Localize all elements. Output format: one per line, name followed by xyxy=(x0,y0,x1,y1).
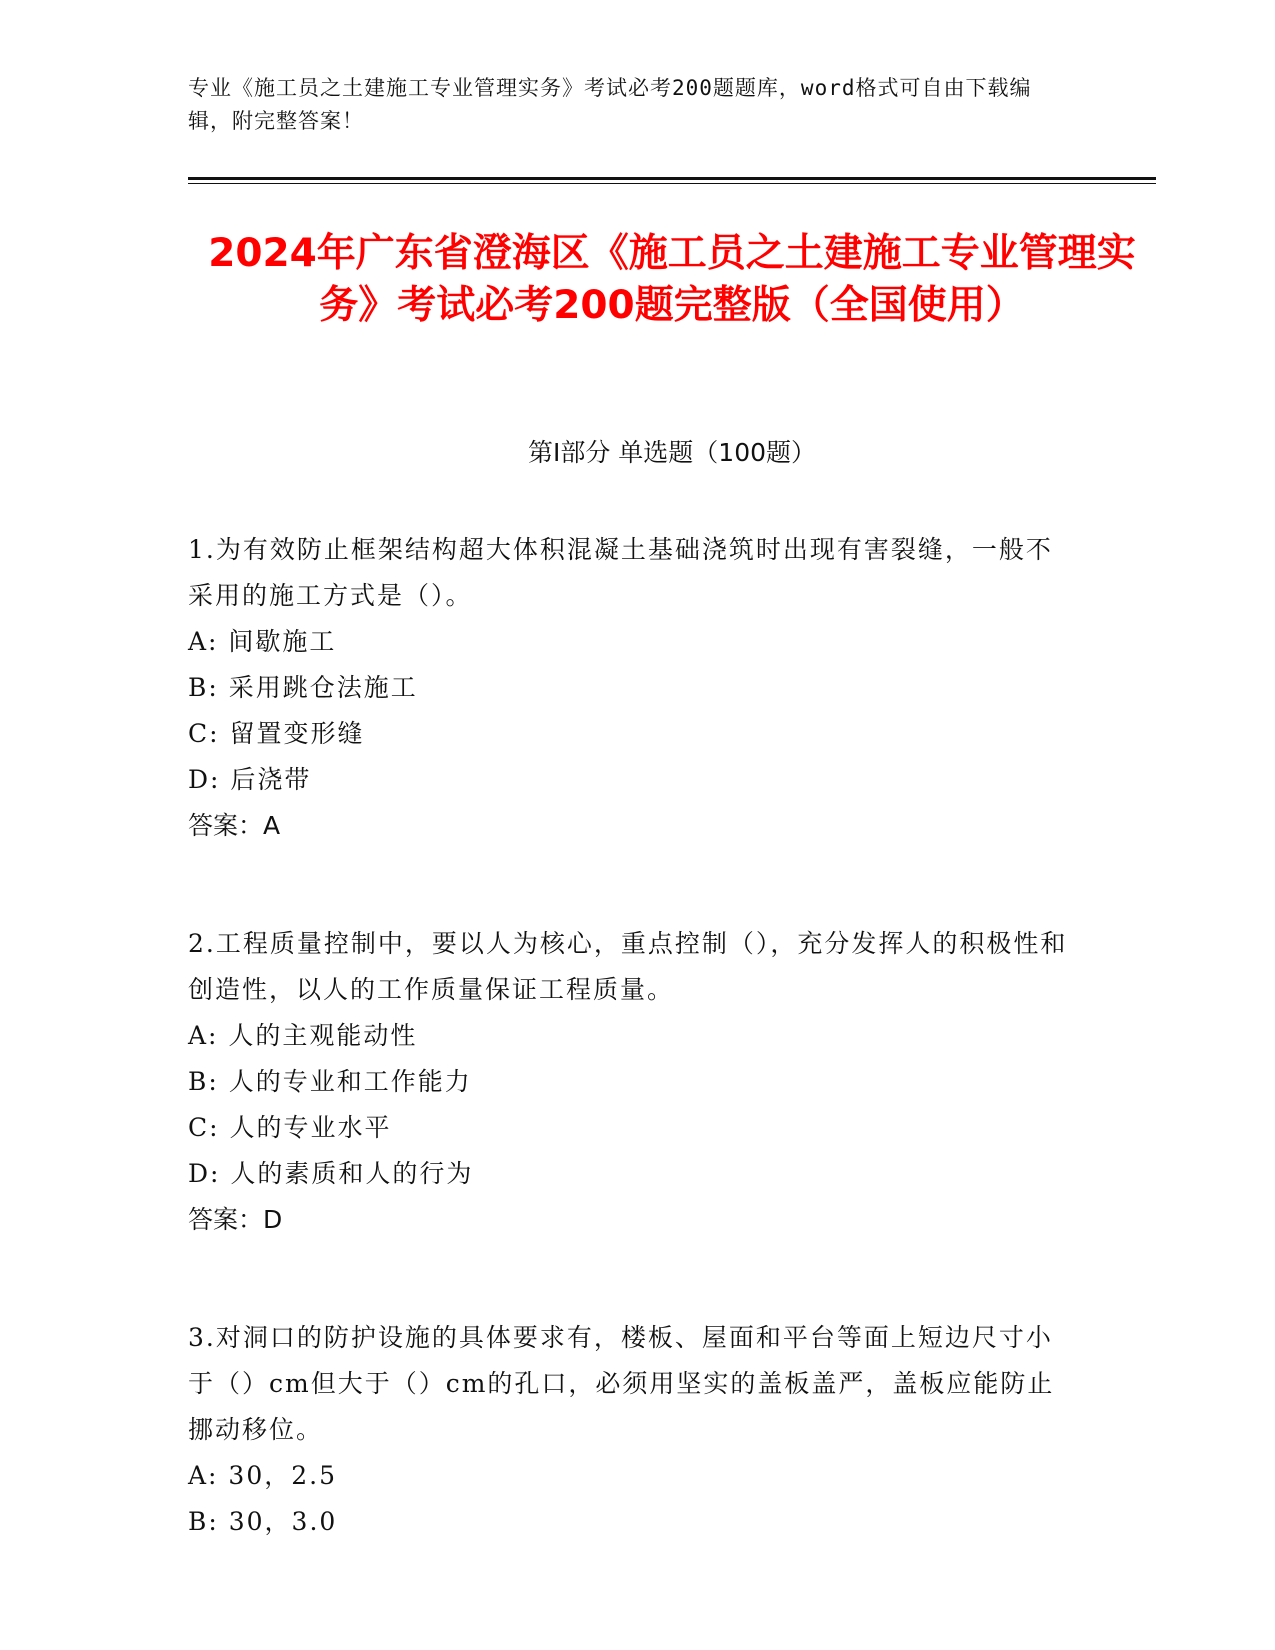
question-1 xyxy=(188,527,1068,849)
question-stem: 1.为有效防止框架结构超大体积混凝土基础浇筑时出现有害裂缝，一般不采用的施工方式是（）。 xyxy=(188,535,1053,610)
question-list xyxy=(188,527,1068,1617)
question-stem: 2.工程质量控制中，要以人为核心，重点控制（），充分发挥人的积极性和创造性，以人的工作质量保证工程质量。 xyxy=(188,929,1068,1004)
question-3 xyxy=(188,1315,1068,1545)
option-a: A: 间歇施工 xyxy=(188,627,337,656)
section-heading: 第I部分 单选题（100题） xyxy=(527,438,817,467)
option-a: A: 人的主观能动性 xyxy=(188,1021,418,1050)
option-d: D: 人的素质和人的行为 xyxy=(188,1159,474,1188)
answer: 答案：A xyxy=(188,811,281,840)
option-a: A: 30，2.5 xyxy=(188,1461,337,1490)
option-b: B: 人的专业和工作能力 xyxy=(188,1067,472,1096)
document-title: 2024年广东省澄海区《施工员之土建施工专业管理实务》考试必考200题完整版（全国使用） xyxy=(208,231,1136,328)
question-stem: 3.对洞口的防护设施的具体要求有，楼板、屋面和平台等面上短边尺寸小于（）cm但大于（）cm的孔口，必须用坚实的盖板盖严，盖板应能防止挪动移位。 xyxy=(188,1323,1055,1444)
header-rule-thick xyxy=(188,177,1156,180)
option-b: B: 30，3.0 xyxy=(188,1507,338,1536)
option-b: B: 采用跳仓法施工 xyxy=(188,673,418,702)
option-c: C: 人的专业水平 xyxy=(188,1113,392,1142)
header-rule-thin xyxy=(188,183,1156,184)
answer: 答案：D xyxy=(188,1205,283,1234)
question-2 xyxy=(188,921,1068,1243)
header-note: 专业《施工员之土建施工专业管理实务》考试必考200题题库，word格式可自由下载编辑，附完整答案！ xyxy=(188,76,1032,133)
option-c: C: 留置变形缝 xyxy=(188,719,365,748)
option-d: D: 后浇带 xyxy=(188,765,312,794)
